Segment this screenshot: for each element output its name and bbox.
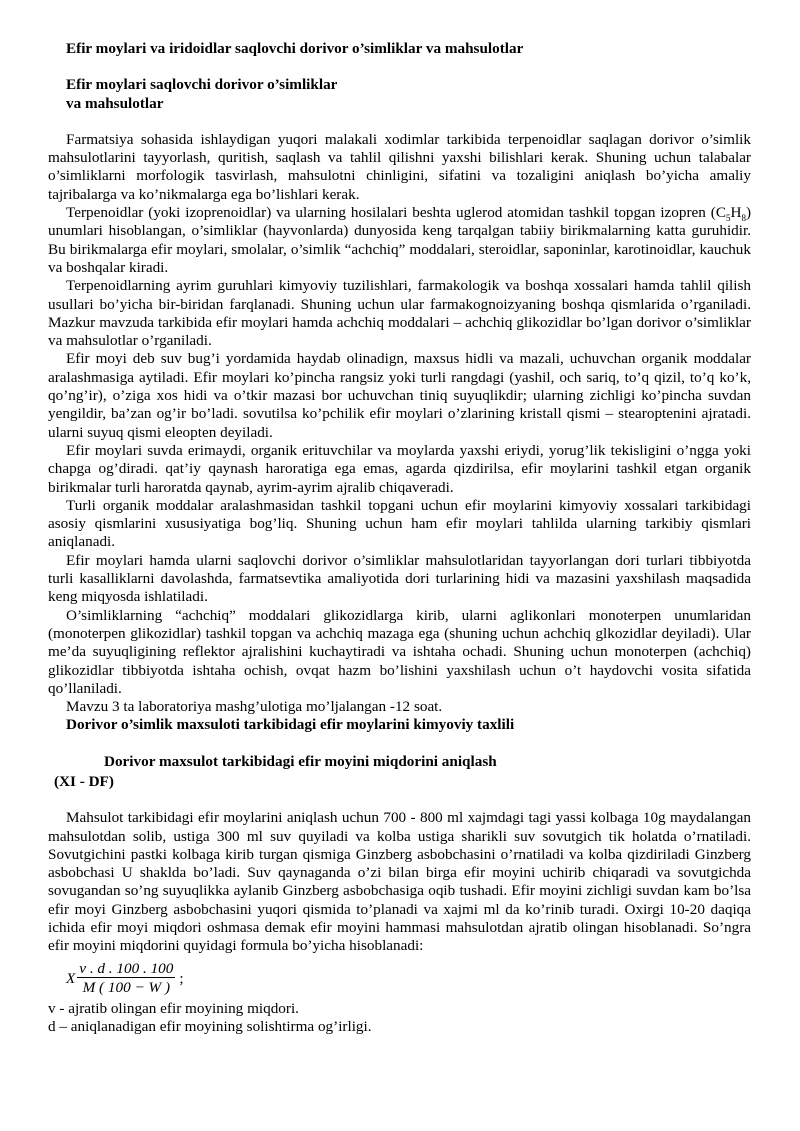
section-heading-line-1: Efir moylari saqlovchi dorivor o’simliklar: [66, 76, 338, 94]
formula-numerator: v . d . 100 . 100: [79, 960, 174, 978]
paragraph-groups: Terpenoidlarning ayrim guruhlari kimyoviy tuzilishlari, farmakologik va boshqa xossalari hamda tahlil qilish usullari bo’yicha bir-biridan farqlanadi. Shuning uchun ular farmakognoizyaning boshqa qismlarida o’rganiladi. Mazkur mavzuda tarkibida efir moylari hamda achchiq moddalari – achchiq glikozidlar bo’lgan dorivor o’simliklar va mahsulotlar o’rganiladi.: [48, 277, 751, 350]
formula-letter-h: H: [730, 204, 742, 222]
paragraph-definition: Efir moyi deb suv bug’i yordamida haydab olinadign, maxsus hidli va mazali, uchuvchan organik moddalar aralashmasiga aytiladi. Efir moylari ko’pincha rangsiz yoki turli rangdagi (yashil, och sariq, to’q qizil, to’q ko’k, qo’ng’ir), o’ziga xos hidi va o’tkir mazasi bor uchuvchan tiniq suyuqlikdir; ularning zichligi ko’pincha suvdan yengildir, ba’zan og’ir bo’ladi. sovutilsa ko’pchilik efir moylari o’zlarining kristall qismi – stearoptenini ajratadi. ularni suyuq qismi eleopten deyiladi.: [48, 350, 751, 441]
paragraph-terpenoids: [48, 204, 751, 277]
formula-denominator: M ( 100 − W ): [82, 979, 171, 997]
document-title: Efir moylari va iridoidlar saqlovchi dorivor o’simliklar va mahsulotlar: [66, 40, 524, 57]
definition-d: d – aniqlanadigan efir moyining solishtirma og’irligi.: [48, 1017, 372, 1035]
formula-terminator: ;: [179, 969, 184, 987]
formula-subscript-5: 5: [725, 213, 731, 224]
paragraph-intro: Farmatsiya sohasida ishlaydigan yuqori malakali xodimlar tarkibida terpenoidlar saqlagan dorivor o’simlik mahsulotlarini tayyorlash, quritish, saqlash va tahlil qilishni yaxshi bilishlari kerak. Shuning uchun talabalar o’simliklarni morfologik tasvirlash, mahsulotni chinligini, sifatini va tozaligini aniqlash bo’yicha amaliy tajribalarga va ko’nikmalarga ega bo’lishlari kerak.: [48, 130, 751, 203]
formula-lhs: X: [66, 969, 76, 987]
paragraph-method: Mahsulot tarkibidagi efir moylarini aniqlash uchun 700 - 800 ml xajmdagi tagi yassi kolbaga 10g maydalangan mahsulotdan solib, ustiga 300 ml suv quyiladi va kolba ustiga sharikli suv sovutgich tik holatda o’rnatiladi. Sovutgichini pastki kolbaga kirib turgan qismiga Ginzberg asbobchasini o’rnatiladi va kolba qizdiriladi Ginzberg asbobchasi U shaklda bo’ladi. Suv qaynaganda o’zi bilan birga efir moyini uchirib chiqaradi va sovutgichda sovugandan so’ng suyuqlikka aylanib Ginzberg asbobchasiga oqib tushadi. Efir moyini zichligi suvdan kam bo’lsa efir moyi Ginzberg asbobchasini yuqori qismida to’planadi va xajmi ml da ko’rinib turadi. Oxirgi 10-20 daqiqa ichida efir moyi miqdori oshmasa demak efir moyini hammasi mahsulotdan ajratib olingan hisoblanadi. So’ngra efir moyini miqdorini quyidagi formula bo’yicha hisoblanadi:: [48, 809, 751, 955]
definition-v: v - ajratib olingan efir moyining miqdori.: [48, 999, 299, 1017]
formula-fraction: [77, 960, 175, 997]
document-page: [48, 40, 751, 1036]
formula-subscript-8: 8: [741, 213, 746, 224]
paragraph-composition: Turli organik moddalar aralashmasidan tashkil topgani uchun efir moylarini kimyoviy xossalari tarkibidagi asosiy qismlarini xususiyatiga bog’liq. Shuning uchun ham efir moylari tahlilda ularning tarkibiy qismlari aniqlanadi.: [48, 496, 751, 551]
paragraph-terpenoids-text-b: ) unumlari hisoblangan, o’simliklar (hayvonlarda) dunyosida keng tarqalgan tabiiy birikmalarning katta guruhidir. Bu birikmalarga efir moylari, smolalar, o’simlik “achchiq” moddalari, steroidlar, saponinlar, karotinoidlar, kauchuk va boshqalar kiradi.: [48, 204, 751, 276]
paragraph-usage: Efir moylari hamda ularni saqlovchi dorivor o’simliklar mahsulotlaridan tayyorlangan dori turlari tibbiyotda turli kasalliklarni davolashda, farmatsevtika amaliyotida dori turlarining hidi va mazasini yaxshilash maqsadida keng miqyosda ishlatiladi.: [48, 551, 751, 606]
section-heading: [66, 76, 751, 113]
section-heading-line-2: va mahsulotlar: [66, 94, 164, 112]
subheading-determination: Dorivor maxsulot tarkibidagi efir moyini miqdorini aniqlash: [104, 752, 497, 770]
paragraph-bitter: O’simliklarning “achchiq” moddalari glikozidlarga kirib, ularni aglikonlari monoterpen unumlaridan (monoterpen glikozidlar) tashkil topgan va achchiq mazaga ega (shuning uchun achchiq glkozidlar deyiladi). Ular me’da suyuqligining reflektor ajralishini kuchaytiradi va ishtaha ochadi. Shuning uchun monoterpen (achchiq) glikozidlar tibbiyotda ishtaha ochish, ovqat hazm bo’lishini yaxshilash uchun o’t haydovchi vosita sifatida qo’llaniladi.: [48, 606, 751, 697]
paragraph-chemical-analysis-heading: Dorivor o’simlik maxsuloti tarkibidagi efir moylarini kimyoviy taxlili: [66, 716, 515, 734]
paragraph-solubility: Efir moylari suvda erimaydi, organik erituvchilar va moylarda yaxshi eriydi, yorug’lik tekisligini o’ngga yoki chapga og’diradi. qat’iy qaynash haroratiga ega emas, agarda qizdirilsa, efir moylarini tashkil etgan organik birikmalar turli haroratda qaynab, ayrim-ayrim ajralib chiqaveradi.: [48, 441, 751, 496]
subheading-code: (XI - DF): [54, 772, 114, 790]
paragraph-terpenoids-text-a: Terpenoidlar (yoki izoprenoidlar) va ularning hosilalari beshta uglerod atomidan tashkil topgan izopren (C: [66, 204, 726, 222]
paragraph-hours: Mavzu 3 ta laboratoriya mashg’ulotiga mo’ljalangan -12 soat.: [66, 698, 443, 716]
formula: [66, 958, 751, 1000]
